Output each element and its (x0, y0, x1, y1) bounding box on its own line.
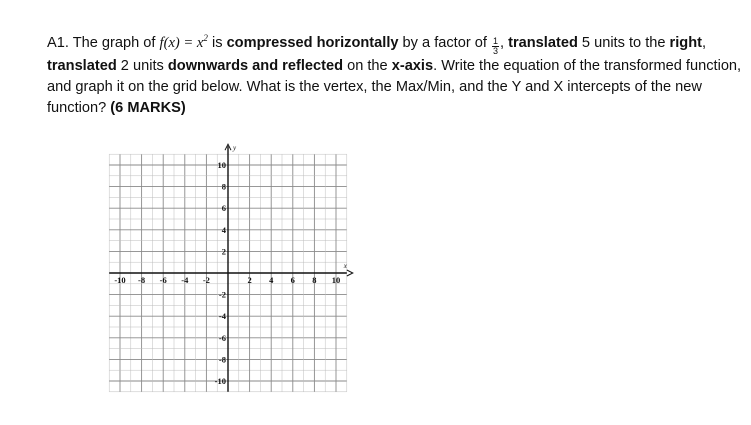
x-tick-label: -8 (138, 275, 146, 285)
x-tick-label: 6 (290, 275, 295, 285)
bold-downwards-reflected: downwards and reflected (167, 57, 344, 74)
x-axis-label: x (343, 262, 347, 270)
question-text-segment: on the (343, 57, 392, 74)
question-text-segment: by a factor of (398, 34, 491, 51)
question-text-segment: . Write the equation of the transformed function, and graph it on the grid below. What is the vertex, the Max/Min, and the Y and X intercepts of the new function? (47, 57, 742, 116)
question-text-segment: , (500, 34, 509, 51)
x-tick-label: 2 (247, 275, 252, 285)
bold-translated: translated (47, 57, 117, 74)
x-tick-label: -4 (181, 275, 189, 285)
x-tick-label: 8 (312, 275, 317, 285)
y-tick-label: 10 (217, 160, 226, 170)
y-tick-label: -6 (218, 332, 226, 343)
y-axis-label: y (233, 144, 237, 153)
fraction-numerator: 1 (492, 35, 498, 46)
y-tick-label: -10 (214, 376, 226, 386)
x-tick-label: -2 (202, 275, 210, 285)
question-text-segment: is (207, 34, 227, 51)
fraction-denominator: 3 (492, 45, 498, 56)
y-tick-label: -4 (218, 311, 226, 322)
question-intro: A1. The graph of (47, 34, 160, 51)
bold-compressed-horizontally: compressed horizontally (226, 34, 399, 51)
y-tick-label: 6 (221, 203, 226, 214)
function-body: (x) = x (163, 34, 204, 51)
y-tick-label: -2 (218, 289, 226, 300)
bold-marks: (6 MARKS) (110, 99, 186, 116)
y-tick-label: 8 (221, 181, 226, 192)
bold-translated: translated (508, 34, 578, 51)
x-tick-label: 10 (331, 275, 341, 285)
question-text-segment: 5 units to the (577, 34, 670, 51)
question-text-segment: , (701, 34, 707, 51)
y-tick-label: -8 (218, 354, 226, 365)
function-name: f (159, 34, 164, 51)
bold-x-axis: x-axis (391, 57, 434, 74)
question-text-segment: 2 units (116, 57, 168, 74)
x-tick-label: -10 (114, 275, 126, 285)
x-tick-label: 4 (269, 275, 274, 285)
x-tick-label: -6 (159, 275, 167, 285)
bold-right: right (669, 34, 702, 51)
function-exponent: 2 (203, 33, 208, 43)
y-tick-label: 2 (221, 246, 226, 257)
y-tick-label: 4 (221, 224, 226, 235)
x-axis-arrow-icon (347, 270, 353, 276)
